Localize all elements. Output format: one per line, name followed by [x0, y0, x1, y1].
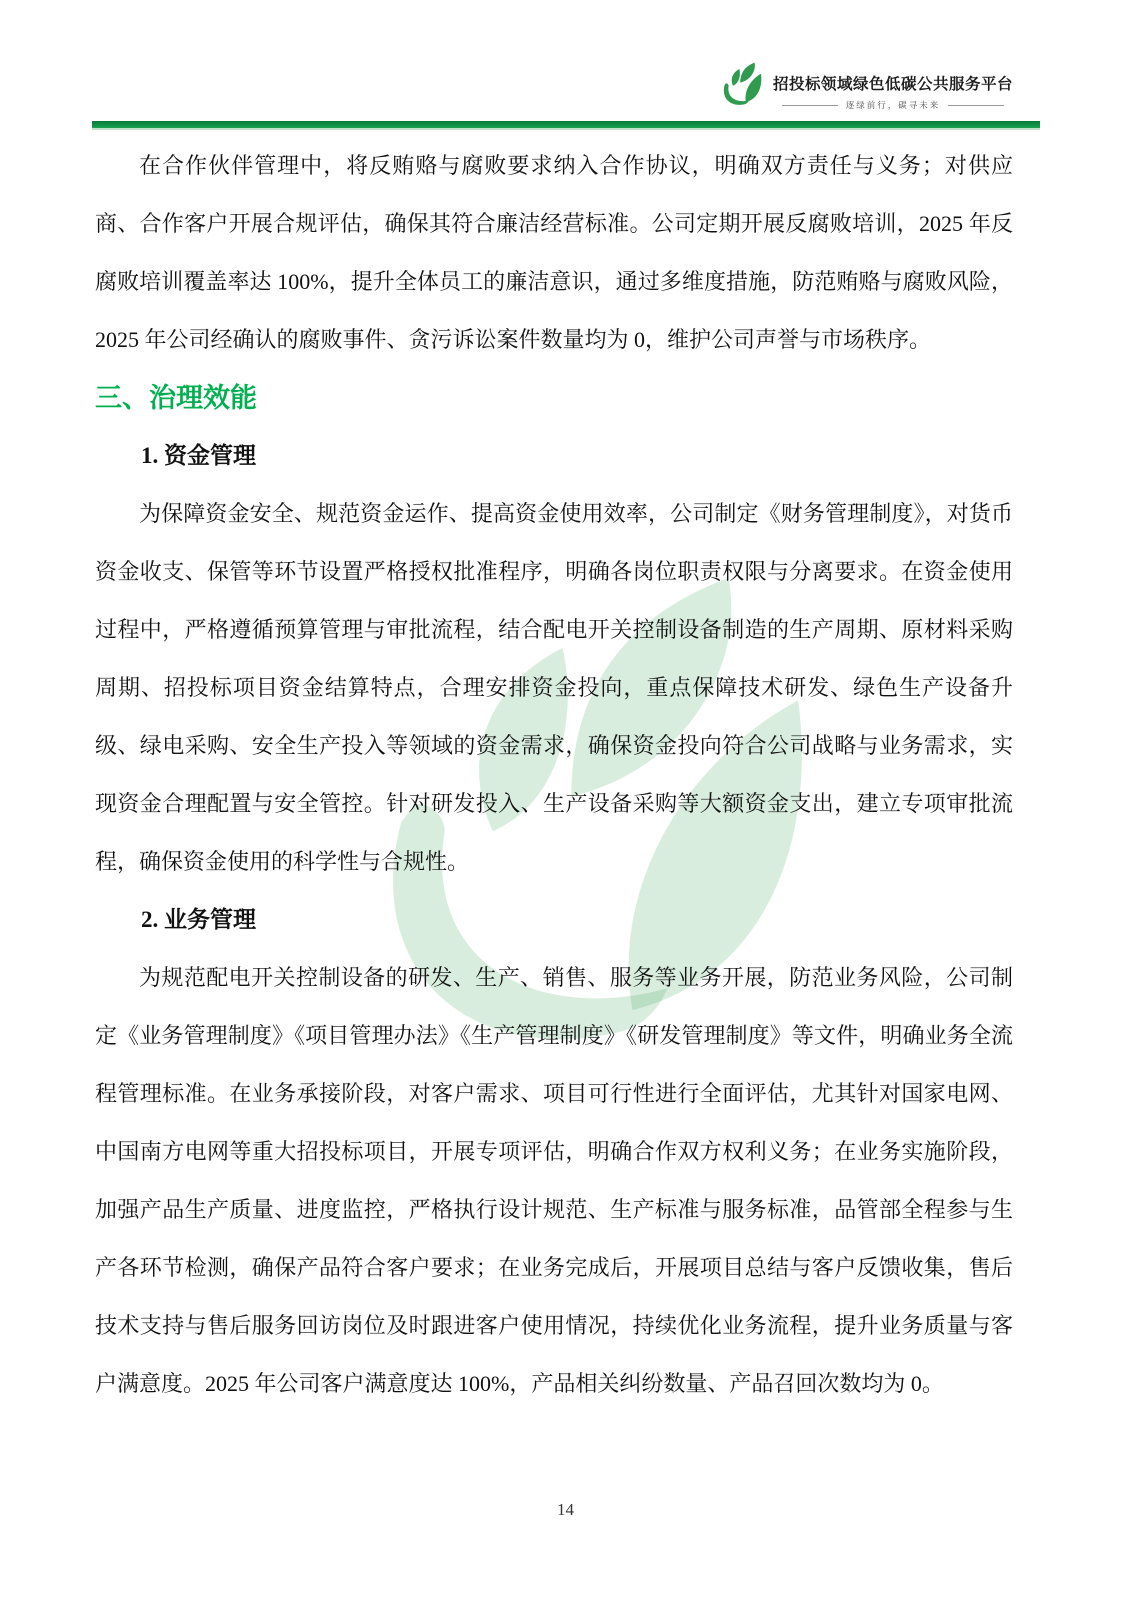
- header-divider-line: [92, 121, 1040, 130]
- page-footer: [0, 1468, 1131, 1600]
- page-header: [0, 0, 1131, 121]
- tagline-right-line: [948, 105, 1004, 106]
- paragraph-fund-management: 为保障资金安全、规范资金运作、提高资金使用效率，公司制定《财务管理制度》，对货币资金收支、保管等环节设置严格授权批准程序，明确各岗位职责权限与分离要求。在资金使用过程中，严格遵循预算管理与审批流程，结合配电开关控制设备制造的生产周期、原材料采购周期、招投标项目资金结算特点，合理安排资金投向，重点保障技术研发、绿色生产设备升级、绿电采购、安全生产投入等领域的资金需求，确保资金投向符合公司战略与业务需求，实现资金合理配置与安全管控。针对研发投入、生产设备采购等大额资金支出，建立专项审批流程，确保资金使用的科学性与合规性。: [95, 501, 1013, 874]
- section-heading-governance-effectiveness: 三、治理效能: [95, 383, 257, 413]
- paragraph-partner-management: 在合作伙伴管理中，将反贿赂与腐败要求纳入合作协议，明确双方责任与义务；对供应商、合作客户开展合规评估，确保其符合廉洁经营标准。公司定期开展反腐败培训，2025 年反腐败培训覆盖率达 100%，提升全体员工的廉洁意识，通过多维度措施，防范贿赂与腐败风险，2025 年公司经确认的腐败事件、贪污诉讼案件数量均为 0，维护公司声誉与市场秩序。: [95, 153, 1013, 352]
- tagline-left-line: [782, 105, 838, 106]
- page-number: 14: [557, 1500, 574, 1519]
- sprout-in-hand-icon: [719, 58, 763, 112]
- brand-tagline-row: [773, 99, 1013, 111]
- document-body: [95, 137, 1013, 1413]
- platform-brand: [719, 58, 1013, 112]
- brand-text-block: [773, 58, 1013, 111]
- subsection-heading-fund-management: 1. 资金管理: [141, 443, 256, 468]
- subsection-heading-business-management: 2. 业务管理: [141, 907, 256, 932]
- paragraph-business-management: 为规范配电开关控制设备的研发、生产、销售、服务等业务开展，防范业务风险，公司制定《业务管理制度》《项目管理办法》《生产管理制度》《研发管理制度》等文件，明确业务全流程管理标准。在业务承接阶段，对客户需求、项目可行性进行全面评估，尤其针对国家电网、中国南方电网等重大招投标项目，开展专项评估，明确合作双方权利义务；在业务实施阶段，加强产品生产质量、进度监控，严格执行设计规范、生产标准与服务标准，品管部全程参与生产各环节检测，确保产品符合客户要求；在业务完成后，开展项目总结与客户反馈收集，售后技术支持与售后服务回访岗位及时跟进客户使用情况，持续优化业务流程，提升业务质量与客户满意度。2025 年公司客户满意度达 100%，产品相关纠纷数量、产品召回次数均为 0。: [95, 965, 1013, 1396]
- brand-tagline: 逐绿前行，碳寻未来: [845, 100, 941, 110]
- brand-title: 招投标领域绿色低碳公共服务平台: [772, 76, 1013, 93]
